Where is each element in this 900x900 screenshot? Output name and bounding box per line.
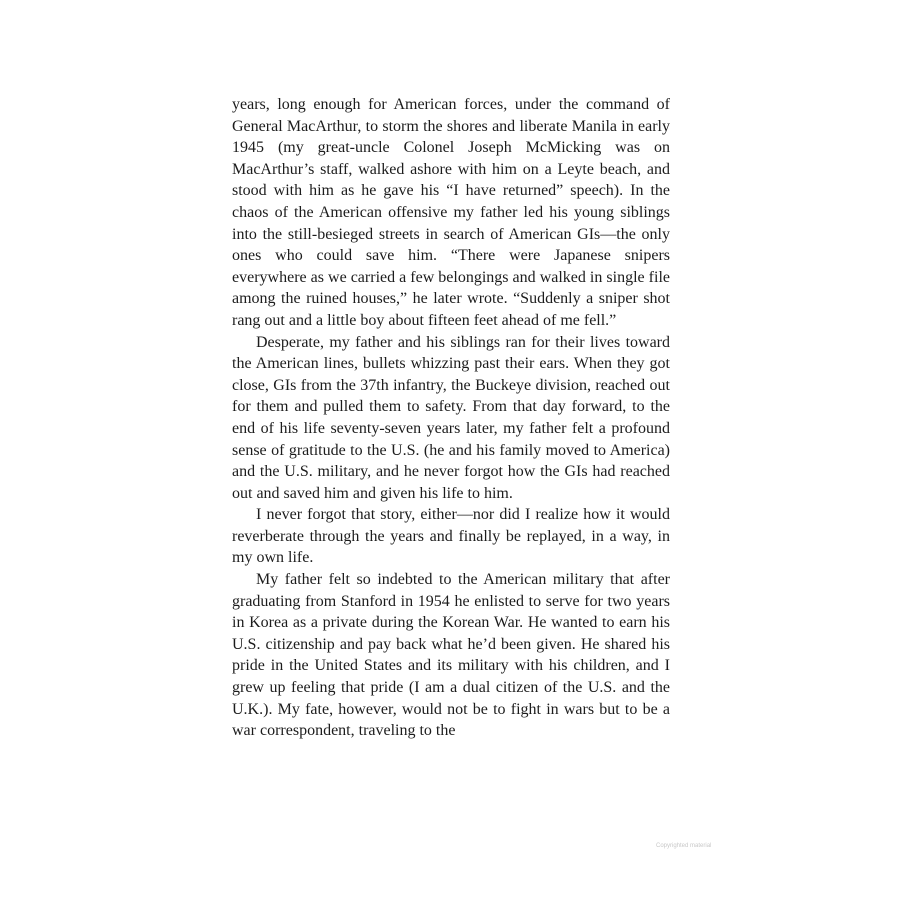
paragraph-desperate: Desperate, my father and his siblings ran for their lives toward the American lines, bullets whizzing past their ears. When they got close, GIs from the 37th infantry, the Buckeye division, reached out for them and pulled them to safety. From that day forward, to the end of his life seventy-seven years later, my father felt a profound sense of gratitude to the U.S. (he and his family moved to America) and the U.S. military, and he never forgot how the GIs had reached out and saved him and given his life to him. (232, 333, 670, 502)
paragraph-never-forgot: I never forgot that story, either—nor did I realize how it would reverberate through the years and finally be replayed, in a way, in my own life. (232, 506, 670, 567)
page-body (232, 94, 670, 742)
paragraph-indebted: My father felt so indebted to the American military that after graduating from Stanford in 1954 he enlisted to serve for two years in Korea as a private during the Korean War. He wanted to earn his U.S. citizenship and pay back what he’d been given. He shared his pride in the United States and its military with his children, and I grew up feeling that pride (I am a dual citizen of the U.S. and the U.K.). My fate, however, would not be to fight in wars but to be a war correspondent, traveling to the (232, 571, 670, 740)
copyright-watermark: Copyrighted material (656, 843, 712, 849)
paragraph-continuation: years, long enough for American forces, under the command of General MacArthur, to storm the shores and liberate Manila in early 1945 (my great-uncle Colonel Joseph McMicking was on MacArthur’s staff, walked ashore with him on a Leyte beach, and stood with him as he gave his “I have returned” speech). In the chaos of the American offensive my father led his young siblings into the still-besieged streets in search of American GIs—the only ones who could save him. “There were Japanese snipers everywhere as we carried a few belongings and walked in single file among the ruined houses,” he later wrote. “Suddenly a sniper shot rang out and a little boy about fifteen feet ahead of me fell.” (232, 96, 670, 329)
